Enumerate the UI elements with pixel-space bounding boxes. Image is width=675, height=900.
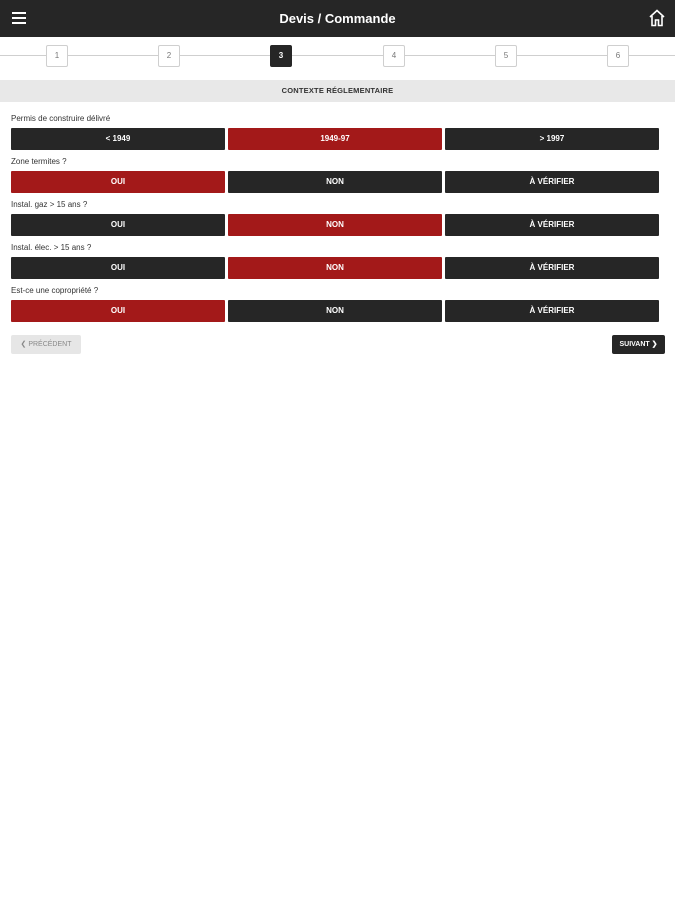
question-copropriete-options bbox=[11, 300, 659, 322]
step-3[interactable]: 3 bbox=[270, 45, 292, 67]
option-termites-a-verifier[interactable]: À VÉRIFIER bbox=[445, 171, 659, 193]
question-permis-label: Permis de construire délivré bbox=[11, 114, 111, 123]
option-1949-97[interactable]: 1949-97 bbox=[228, 128, 442, 150]
app-header bbox=[0, 0, 675, 37]
next-button[interactable] bbox=[612, 335, 665, 354]
option-elec-oui[interactable]: OUI bbox=[11, 257, 225, 279]
option-elec-non[interactable]: NON bbox=[228, 257, 442, 279]
step-4[interactable]: 4 bbox=[383, 45, 405, 67]
page-title: Devis / Commande bbox=[279, 11, 396, 26]
option-termites-oui[interactable]: OUI bbox=[11, 171, 225, 193]
next-button-label: SUIVANT bbox=[619, 341, 650, 348]
question-termites-options bbox=[11, 171, 659, 193]
question-copropriete-label: Est-ce une copropriété ? bbox=[11, 286, 99, 295]
step-5[interactable]: 5 bbox=[495, 45, 517, 67]
step-6[interactable]: 6 bbox=[607, 45, 629, 67]
question-termites-label: Zone termites ? bbox=[11, 157, 67, 166]
option-gaz-non[interactable]: NON bbox=[228, 214, 442, 236]
option-copro-oui[interactable]: OUI bbox=[11, 300, 225, 322]
question-elec-label: Instal. élec. > 15 ans ? bbox=[11, 243, 92, 252]
section-title: CONTEXTE RÉGLEMENTAIRE bbox=[0, 80, 675, 102]
step-1[interactable]: 1 bbox=[46, 45, 68, 67]
option-gaz-a-verifier[interactable]: À VÉRIFIER bbox=[445, 214, 659, 236]
option-copro-non[interactable]: NON bbox=[228, 300, 442, 322]
question-gaz-options bbox=[11, 214, 659, 236]
chevron-right-icon: ❯ bbox=[651, 341, 658, 348]
step-progress bbox=[0, 37, 675, 75]
option-before-1949[interactable]: < 1949 bbox=[11, 128, 225, 150]
previous-button-label: PRÉCÉDENT bbox=[28, 341, 72, 348]
question-elec-options bbox=[11, 257, 659, 279]
previous-button[interactable] bbox=[11, 335, 81, 354]
home-icon[interactable] bbox=[649, 9, 665, 27]
step-2[interactable]: 2 bbox=[158, 45, 180, 67]
option-termites-non[interactable]: NON bbox=[228, 171, 442, 193]
question-gaz-label: Instal. gaz > 15 ans ? bbox=[11, 200, 88, 209]
step-progress-line bbox=[0, 55, 675, 56]
option-copro-a-verifier[interactable]: À VÉRIFIER bbox=[445, 300, 659, 322]
chevron-left-icon: ❮ bbox=[20, 341, 27, 348]
option-gaz-oui[interactable]: OUI bbox=[11, 214, 225, 236]
option-after-1997[interactable]: > 1997 bbox=[445, 128, 659, 150]
option-elec-a-verifier[interactable]: À VÉRIFIER bbox=[445, 257, 659, 279]
question-permis-options bbox=[11, 128, 659, 150]
